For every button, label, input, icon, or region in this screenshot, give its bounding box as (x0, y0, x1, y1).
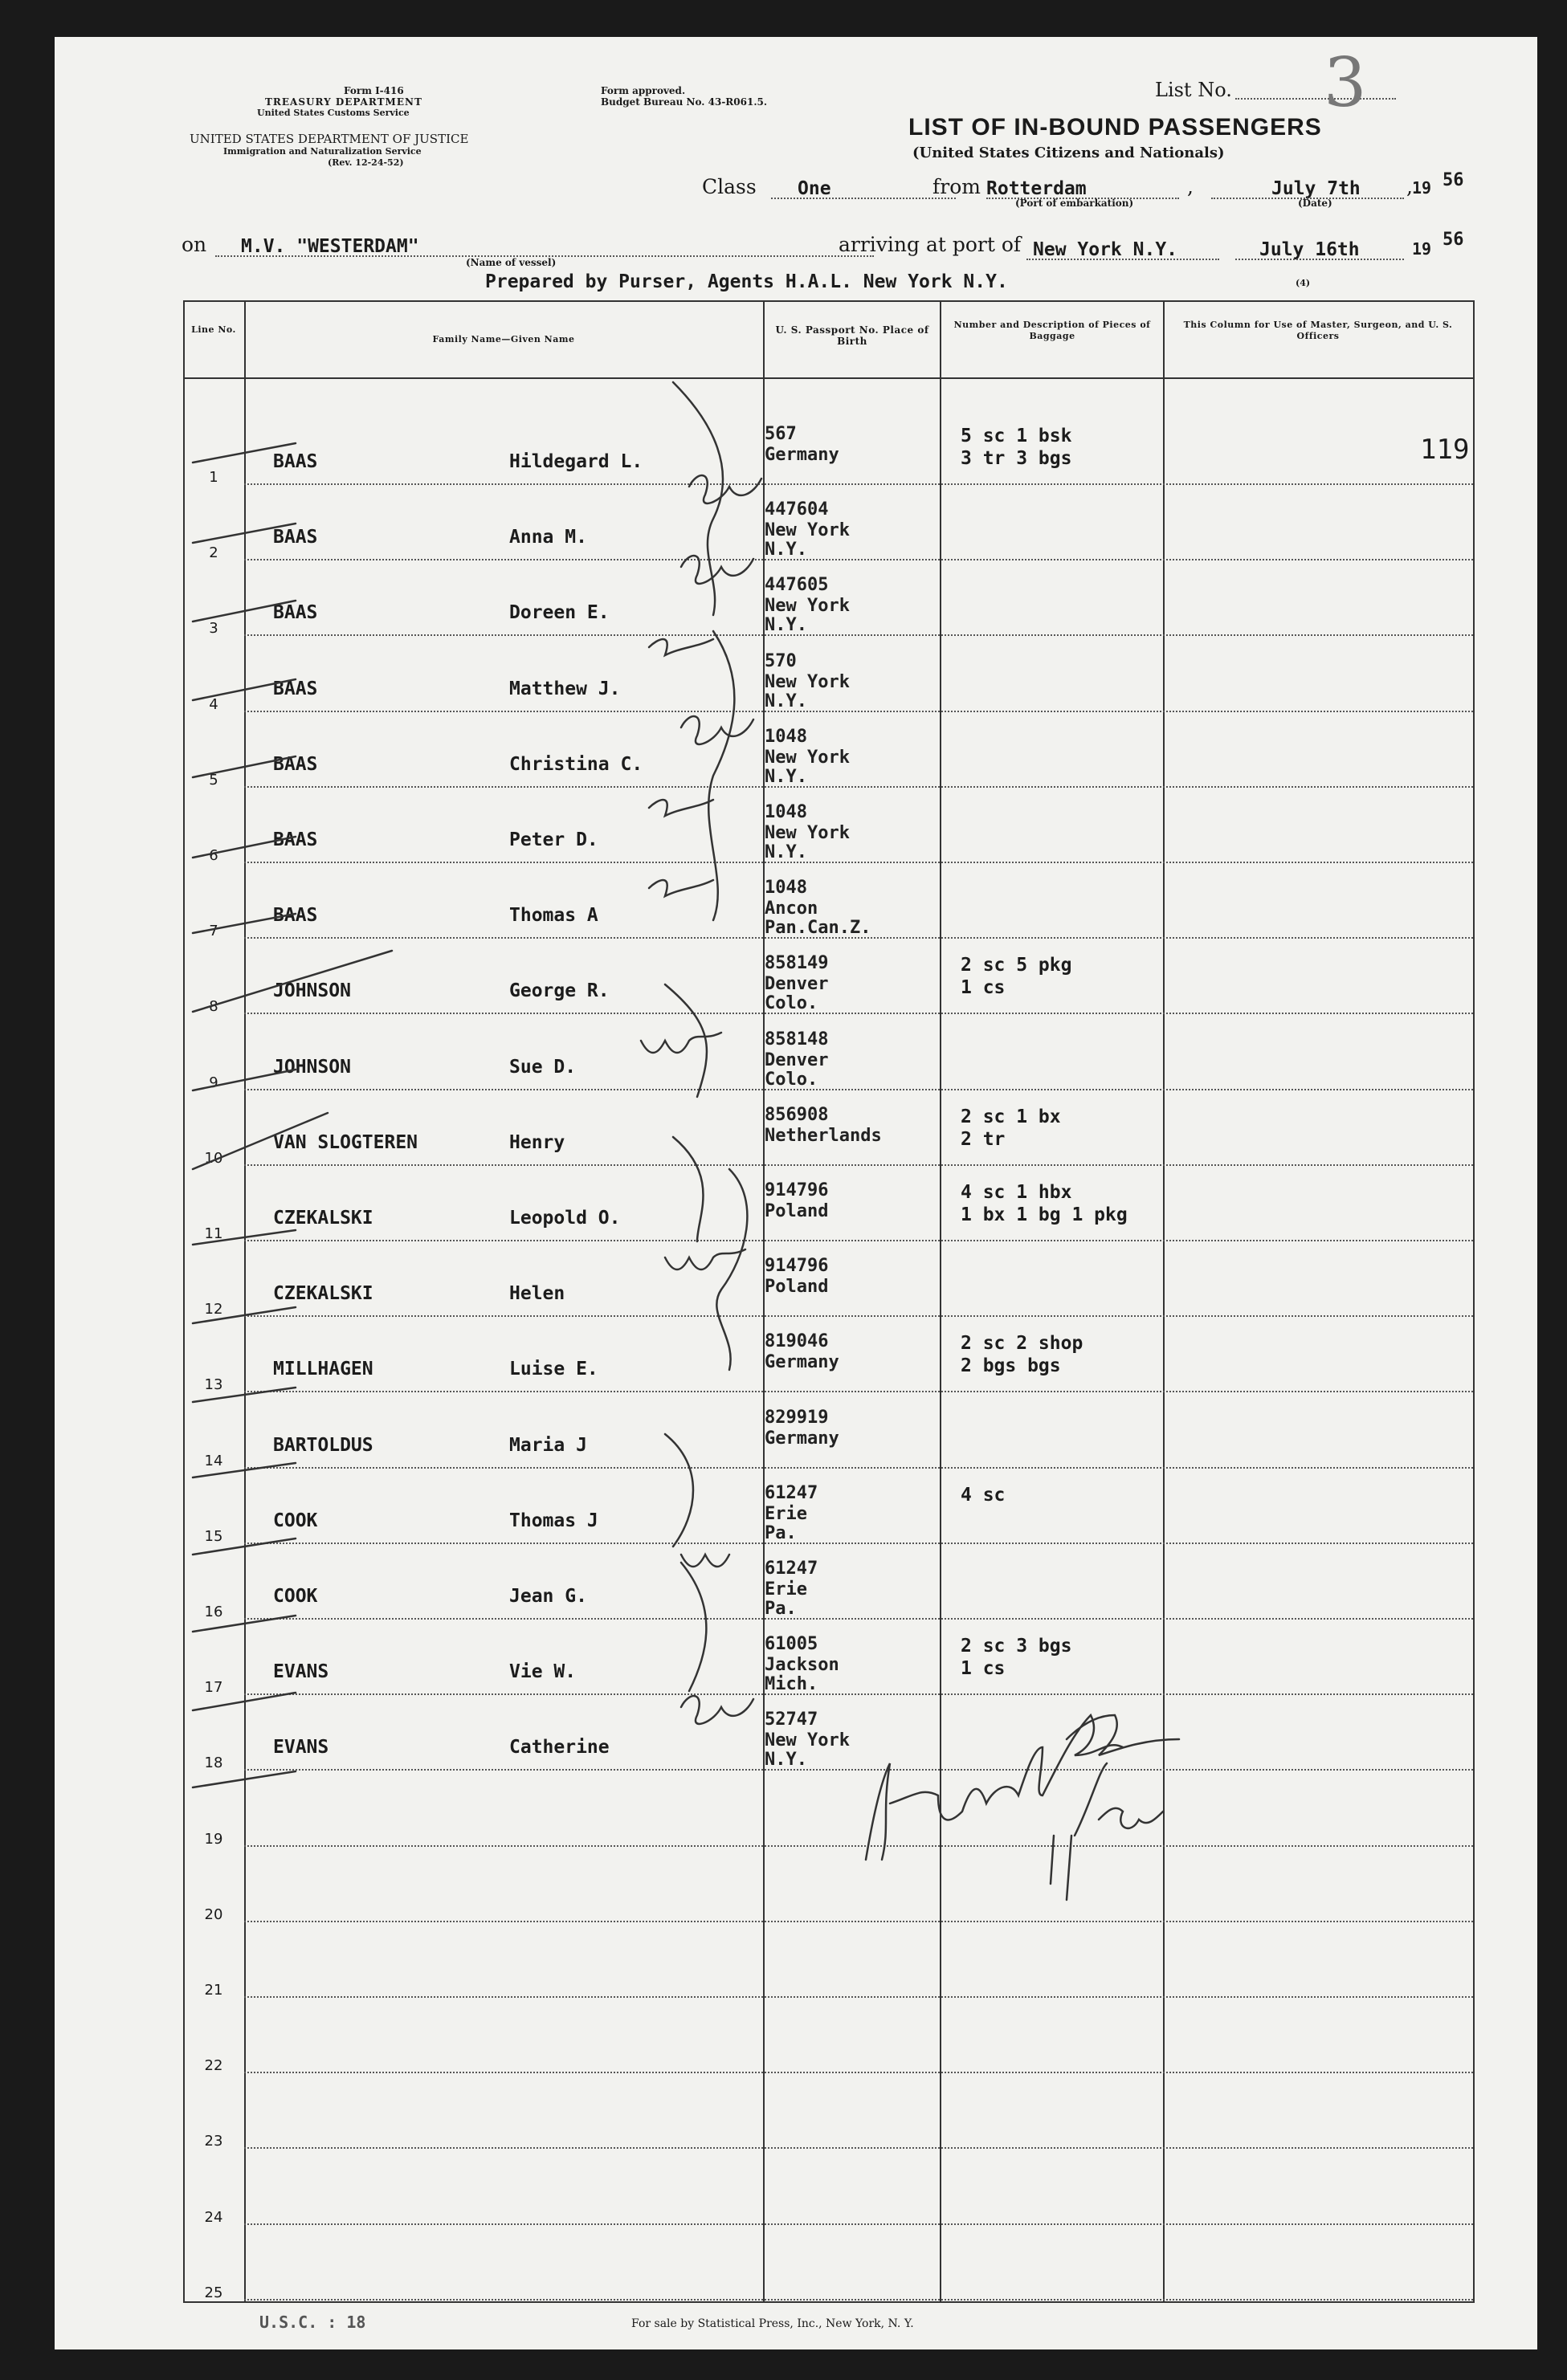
line-number: 25 (204, 2284, 223, 2301)
family-name: MILLHAGEN (273, 1359, 373, 1380)
family-name: BAAS (273, 829, 318, 850)
given-name: Hildegard L. (509, 451, 643, 472)
class-value: One (798, 178, 831, 199)
birth-place: New York (765, 596, 850, 617)
birth-place-line2: N.Y. (765, 766, 807, 787)
family-name: COOK (273, 1586, 318, 1607)
line-number: 9 (209, 1074, 218, 1091)
col-header-line: Line No. (191, 324, 236, 335)
depart-year-print: 19 (1412, 178, 1432, 198)
birth-place: Netherlands (765, 1125, 882, 1146)
given-name: Anna M. (509, 527, 587, 548)
line-number: 11 (204, 1225, 223, 1242)
given-name: Henry (509, 1131, 565, 1153)
line-number: 16 (204, 1604, 223, 1620)
baggage-line1: 4 sc (961, 1484, 1006, 1506)
form-approved: Form approved. (601, 85, 686, 96)
officer-note: 119 (1420, 434, 1470, 466)
passport-number: 567 (765, 424, 797, 444)
baggage-line2: 2 bgs bgs (961, 1355, 1061, 1377)
form-id: Form I-416 (344, 85, 404, 96)
baggage-line2: 1 cs (961, 1658, 1006, 1680)
caption-4: (4) (1296, 278, 1311, 288)
birth-place: Germany (765, 1352, 839, 1373)
birth-place: New York (765, 1730, 850, 1751)
given-name: Thomas J (509, 1510, 598, 1531)
baggage-line1: 4 sc 1 hbx (961, 1182, 1072, 1203)
family-name: EVANS (273, 1661, 329, 1683)
prepared-by: Prepared by Purser, Agents H.A.L. New York N.Y. (485, 271, 1008, 292)
family-name: BAAS (273, 678, 318, 699)
birth-place-line2: Pa. (765, 1522, 797, 1543)
family-name: VAN SLOGTEREN (273, 1131, 418, 1153)
passport-number: 447604 (765, 499, 829, 520)
given-name: Doreen E. (509, 602, 610, 624)
given-name: Jean G. (509, 1586, 587, 1607)
depart-date: July 7th (1271, 178, 1361, 199)
line-number: 4 (209, 695, 218, 713)
form-sheet (55, 37, 1537, 2349)
line-number: 2 (209, 544, 218, 562)
baggage-line2: 1 cs (961, 977, 1006, 999)
embark-port: Rotterdam (986, 178, 1087, 199)
birth-place: Jackson (765, 1655, 839, 1676)
line-number: 10 (204, 1149, 223, 1167)
on-label: on (182, 233, 207, 256)
birth-place-line2: Pan.Can.Z. (765, 918, 871, 939)
family-name: BAAS (273, 753, 318, 775)
line-number: 21 (204, 1982, 223, 1999)
given-name: Matthew J. (509, 678, 621, 699)
arrival-year-print: 19 (1412, 239, 1432, 259)
col-header-name: Family Name—Given Name (432, 334, 575, 344)
passport-number: 914796 (765, 1256, 829, 1277)
line-number: 3 (209, 620, 218, 638)
birth-place-line2: Pa. (765, 1599, 797, 1619)
given-name: George R. (509, 980, 610, 1002)
birth-place-line2: N.Y. (765, 1750, 807, 1771)
family-name: EVANS (273, 1737, 329, 1759)
passport-number: 858148 (765, 1029, 829, 1049)
col-header-officers: This Column for Use of Master, Surgeon, and U. S. Officers (1183, 320, 1453, 341)
line-number: 5 (209, 771, 218, 789)
given-name: Helen (509, 1283, 565, 1305)
baggage-line1: 2 sc 5 pkg (961, 955, 1072, 976)
line-number: 6 (209, 847, 218, 864)
family-name: BAAS (273, 527, 318, 548)
birth-place-line2: Mich. (765, 1674, 818, 1695)
birth-place-line2: N.Y. (765, 540, 807, 560)
comma: , (1406, 175, 1413, 198)
line-number: 23 (204, 2133, 223, 2150)
given-name: Maria J (509, 1434, 587, 1456)
line-number: 22 (204, 2057, 223, 2075)
page-title: LIST OF IN-BOUND PASSENGERS (908, 114, 1322, 141)
birth-place: Germany (765, 445, 839, 465)
baggage-line2: 1 bx 1 bg 1 pkg (961, 1204, 1128, 1225)
given-name: Sue D. (509, 1056, 577, 1078)
passport-number: 858149 (765, 953, 829, 974)
birth-place: Poland (765, 1277, 829, 1298)
embark-caption: (Port of embarkation) (1015, 198, 1134, 209)
birth-place: New York (765, 823, 850, 843)
birth-place: New York (765, 747, 850, 768)
passport-number: 1048 (765, 802, 807, 822)
given-name: Catherine (509, 1737, 610, 1759)
passport-number: 819046 (765, 1331, 829, 1352)
birth-place: Ancon (765, 899, 818, 919)
budget-bureau: Budget Bureau No. 43-R061.5. (601, 96, 768, 108)
birth-place: Germany (765, 1428, 839, 1449)
class-label: Class (702, 175, 757, 198)
passport-number: 61247 (765, 1559, 818, 1579)
line-number: 12 (204, 1301, 223, 1318)
given-name: Leopold O. (509, 1208, 621, 1229)
signature (890, 1691, 1098, 1728)
passport-number: 570 (765, 650, 797, 671)
family-name: CZEKALSKI (273, 1283, 373, 1305)
line-number: 14 (204, 1452, 223, 1469)
birth-place-line2: Colo. (765, 1069, 818, 1090)
vessel-name: M.V. "WESTERDAM" (241, 236, 419, 257)
given-name: Thomas A (509, 905, 598, 927)
line-number: 17 (204, 1679, 223, 1697)
date-caption: (Date) (1298, 198, 1332, 209)
baggage-line1: 2 sc 1 bx (961, 1106, 1061, 1127)
col-header-baggage: Number and Description of Pieces of Baggage (953, 320, 1151, 341)
passport-number: 61005 (765, 1634, 818, 1655)
birth-place: Denver (765, 1049, 829, 1070)
list-number: 3 (1324, 43, 1367, 122)
birth-place-line2: N.Y. (765, 615, 807, 636)
given-name: Peter D. (509, 829, 598, 850)
line-number: 20 (204, 1905, 223, 1923)
line-number: 19 (204, 1830, 223, 1848)
passport-number: 447605 (765, 575, 829, 596)
baggage-line2: 2 tr (961, 1128, 1006, 1150)
family-name: JOHNSON (273, 980, 351, 1002)
passport-number: 1048 (765, 878, 807, 899)
depart-year: 56 (1443, 170, 1464, 190)
birth-place-line2: N.Y. (765, 691, 807, 711)
given-name: Luise E. (509, 1359, 598, 1380)
passport-number: 1048 (765, 726, 807, 747)
footer-code: U.S.C. : 18 (259, 2313, 366, 2332)
arrival-port: New York N.Y. (1033, 239, 1178, 260)
ins-service: Immigration and Naturalization Service (223, 146, 422, 157)
birth-place-line2: N.Y. (765, 842, 807, 862)
arrival-year: 56 (1443, 230, 1464, 250)
baggage-line1: 2 sc 2 shop (961, 1333, 1083, 1355)
line-number: 7 (209, 923, 218, 940)
baggage-line1: 2 sc 3 bgs (961, 1636, 1072, 1657)
from-label: from (932, 175, 981, 198)
baggage-line2: 3 tr 3 bgs (961, 448, 1072, 469)
footer-publisher: For sale by Statistical Press, Inc., New York, N. Y. (631, 2317, 914, 2330)
line-number: 24 (204, 2208, 223, 2226)
family-name: BAAS (273, 602, 318, 624)
family-name: JOHNSON (273, 1056, 351, 1078)
passport-number: 914796 (765, 1180, 829, 1200)
birth-place: Poland (765, 1201, 829, 1221)
family-name: CZEKALSKI (273, 1208, 373, 1229)
family-name: BARTOLDUS (273, 1434, 373, 1456)
birth-place: New York (765, 520, 850, 541)
vessel-caption: (Name of vessel) (466, 257, 557, 268)
birth-place: Erie (765, 1579, 807, 1600)
handwritten-marks (55, 37, 1537, 2349)
passport-number: 61247 (765, 1482, 818, 1503)
given-name: Vie W. (509, 1661, 577, 1683)
line-number: 15 (204, 1527, 223, 1545)
arriving-label: arriving at port of (839, 233, 1022, 256)
revision: (Rev. 12-24-52) (328, 157, 404, 168)
line-number: 1 (209, 469, 218, 486)
line-number: 18 (204, 1754, 223, 1772)
page-subtitle: (United States Citizens and Nationals) (912, 145, 1225, 161)
line-number: 8 (209, 998, 218, 1016)
line-number: 13 (204, 1376, 223, 1394)
time-note (1043, 1779, 1172, 1811)
birth-place: New York (765, 671, 850, 692)
list-no-label: List No. (1155, 79, 1232, 101)
justice-dept: UNITED STATES DEPARTMENT OF JUSTICE (190, 132, 469, 146)
family-name: BAAS (273, 451, 318, 472)
col-header-passport: U. S. Passport No. Place of Birth (775, 324, 929, 347)
treasury-dept: TREASURY DEPARTMENT (265, 96, 422, 108)
arrival-date: July 16th (1259, 239, 1360, 260)
birth-place: Denver (765, 974, 829, 995)
customs-service: United States Customs Service (257, 108, 410, 118)
passport-number: 829919 (765, 1407, 829, 1428)
baggage-line1: 5 sc 1 bsk (961, 426, 1072, 446)
family-name: COOK (273, 1510, 318, 1531)
comma: , (1187, 175, 1194, 198)
birth-place-line2: Colo. (765, 993, 818, 1014)
passport-number: 52747 (765, 1710, 818, 1730)
family-name: BAAS (273, 905, 318, 927)
birth-place: Erie (765, 1503, 807, 1524)
given-name: Christina C. (509, 753, 643, 775)
passport-number: 856908 (765, 1104, 829, 1125)
